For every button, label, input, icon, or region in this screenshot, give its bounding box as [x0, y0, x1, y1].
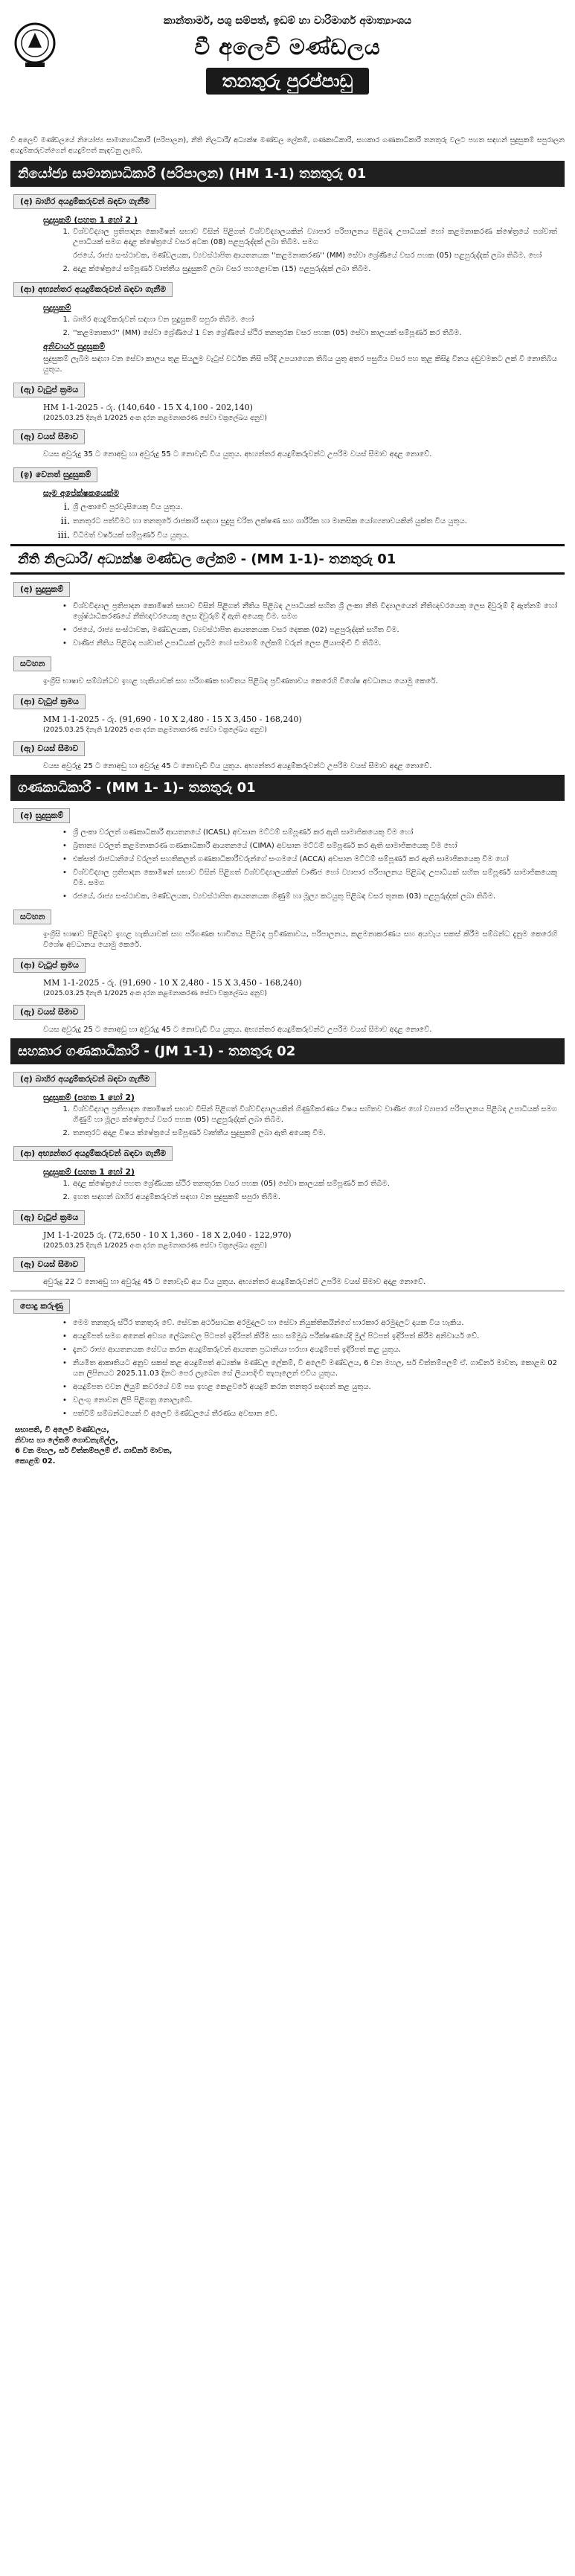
section-label: (ඈ) වයස් සීමාව — [13, 429, 85, 444]
general-title: පොදු කරුණු — [13, 1299, 70, 1314]
list-item: රජයේ, රාජ්‍ය සංස්ථාවක, මණ්ඩලයක, ව්‍යවස්ථාපිත ආයතනයක ''කළමනාකරණ'' (MM) සේවා ශ්‍රේණියේ වසර පහක (05) පළපුරුද්දක් ලබා තිබීම. හෝ — [73, 252, 542, 260]
list-item: • විශ්වවිද්‍යාල ප්‍රතිපාදන කොමිෂන් සභාව විසින් පිළිගත් විශ්වවිද්‍යාලයකින් වාණිජ හෝ ව්‍යාපාර පරිපාලනය පිළිබඳ උපාධියක් සහිත සම්පූර්ණ සාමාජිකයෙකු වීම. සමග — [62, 869, 557, 887]
list-item: • රජයේ, රාජ්‍ය සංස්ථාවක, මණ්ඩලයක, ව්‍යවස්ථාපිත ආයතනයක වසර දෙකක (02) පළපුරුද්දක් සහිත වීම. — [62, 626, 399, 634]
section-label: (ආ) වැටුප් ක්‍රමය — [13, 958, 86, 973]
section-title: නීති නිලධාරී/ අධ්‍යක්ෂ මණ්ඩල ලේකම් - (MM 1-1)- තනතුරු 01 — [10, 544, 565, 575]
section-title: සහකාර ගණකාධිකාරී - (JM 1-1) - තනතුරු 02 — [10, 1038, 565, 1064]
section-label: (ඇ) වැටුප් ක්‍රමය — [13, 383, 85, 397]
footer-line: නිවාස හා ලේකම් ගොඩනැගිල්ල, — [15, 1436, 118, 1445]
age-limit: අවුරුදු 22 ට නොඅඩු හා අවුරුදු 45 ට නොවැඩි අය විය යුතුය. අභ්‍යන්තර අයදුම්කරුවන්ට උපරිම වයස් සීමාව අදාළ නොවේ. — [43, 1278, 426, 1286]
list-item: • එක්සත් රාජධානියේ වරලත් සහතිකලත් ගණකාධිකාරීවරුන්ගේ සංගමයේ (ACCA) අවසාන මට්ටම් සම්පූර්ණ කර ඇති සාමාජිකයෙකු වීම හෝ — [62, 855, 509, 863]
section-label: (අ) බාහිර අයදුම්කරුවන් බඳවා ගැනීම — [13, 194, 156, 209]
list-item: ii. තනතුරට පත්වීමට හා තනතුරේ රාජකාරි සඳහා සුදුසු චරිත ලක්ෂණ සහ ශාරීරික හා මානසික යෝග්‍යතාවයකින් යුක්ත විය යුතුය. — [60, 516, 467, 527]
salary-note: (2025.03.25 දිනැති 1/2025 අංක දරන කළමනාකරණ සේවා චක්‍රලේඛය අනුව) — [43, 415, 267, 422]
list-item: 2. තනතුරට අදාළ විෂය ක්ෂේත්‍රයේ සම්පූර්ණ වෘත්තීය සුදුසුකම් ලබා ඇති අයෙකු වීම. — [62, 1129, 326, 1137]
list-item: i. ශ්‍රී ලංකාවේ පුරවැසියෙකු විය යුතුය. — [63, 502, 183, 513]
salary-scale: HM 1-1-2025 - රු. (140,640 - 15 X 4,100 - 202,140) — [43, 403, 253, 412]
list-item: • පත්වීම් සම්බන්ධයෙන් වී අලෙවි මණ්ඩලයේ තීරණය අවසාන වේ. — [62, 1410, 277, 1418]
list-item: • මෙම තනතුරු ස්ථිර තනතුරු වේ. සේවක අර්ථසාධක අරමුදලට හා සේවා නියුක්තිකයින්ගේ භාරකාර අරමුදලට දායක විය හැකිය. — [62, 1319, 464, 1327]
subheading: සුදුසුකම් (පහත 1 හෝ 2) — [43, 1093, 135, 1102]
footer-line: සභාපති, වී අලෙවි මණ්ඩලය, — [15, 1426, 109, 1434]
list-item: • අයදුම්පත එවන ලියුම් කවරයේ වම් පස ඉහළ කෙළවරේ අයදුම් කරන තනතුර සඳහන් කළ යුතුය. — [62, 1383, 371, 1391]
subheading: සුදුසුකම් (පහත 1 හෝ 2) — [43, 1167, 135, 1177]
list-item: 1. විශ්වවිද්‍යාල ප්‍රතිපාදන කොමිෂන් සභාව විසින් පිළිගත් විශ්වවිද්‍යාලයකින් ව්‍යාපාර පරිපාලනය පිළිබඳ උපාධියක් හෝ කළමනාකරණ ක්ෂේත්‍රයේ පශ්චාත් උපාධියක් සමග අදාළ ක්ෂේත්‍රයේ වසර අටක (08) පළපුරුද්දක් ලබා තිබීම. සමග — [62, 228, 557, 246]
note-label: සටහන — [13, 910, 51, 924]
section-legal-officer — [10, 578, 565, 772]
section-dgm-admin — [10, 190, 565, 541]
age-limit: වයස අවුරුදු 25 ට නොඅඩු හා අවුරුදු 45 ට නොවැඩි විය යුතුය. අභ්‍යන්තර අයදුම්කරුවන්ට උපරිම වයස් සීමාව අදාළ නොවේ. — [43, 1026, 432, 1034]
list-item: • ශ්‍රී ලංකා වරලත් ගණකාධිකාරී ආයතනයේ (ICASL) අවසාන මට්ටම් සම්පූර්ණ කර ඇති සාමාජිකයෙකු වීම හෝ — [62, 828, 414, 837]
header — [10, 15, 565, 132]
ministry-name: කාන්තාර්ම, පශු සම්පත්, ඉඩම් හා වාරිමාර්ග අමාත්‍යාංශය — [163, 15, 412, 27]
section-label: (ඈ) වයස් සීමාව — [13, 1257, 85, 1272]
list-item: 1. විශ්වවිද්‍යාල ප්‍රතිපාදන කොමිෂන් සභාව විසින් පිළිගත් විශ්වවිද්‍යාලයකින් ගිණුම්කරණය විෂය සහිතව වාණිජ හෝ ව්‍යාපාර පරිපාලනය පිළිබඳ උපාධියක් සමග ගිණුම් හා මූල්‍ය ක්ෂේත්‍රයේ වසර පහක (05) පළපුරුද්දක් ලබා තිබීම. — [62, 1105, 557, 1124]
list-item: • රජයේ, රාජ්‍ය සංස්ථාවක, මණ්ඩලයක, ව්‍යවස්ථාපිත ආයතනයක ගිණුම් හා මූල්‍ය කටයුතු පිළිබඳ වසර තුනක (03) පළපුරුද්දක් ලබා තිබීම. — [62, 892, 496, 901]
section-accountant — [10, 804, 565, 1035]
government-emblem-icon — [13, 21, 57, 68]
list-item: 1. බාහිර අයදුම්කරුවන් සඳහා වන සුදුසුකම් සපුරා තිබීම. හෝ — [62, 316, 254, 324]
section-title: නියෝජ්‍ය සාමාන්‍යාධිකාරී (පරිපාලන) (HM 1-1) තනතුරු 01 — [10, 161, 565, 187]
footer-line: කොළඹ 02. — [15, 1457, 56, 1466]
note-text: ඉංග්‍රීසි භාෂාව පිළිබඳව ඉහළ හැකියාවක් සහ පරිගණක භාවිතය පිළිබඳ ප්‍රවීණතාවය, පරිපාලනය, කළමනාකරණය සහ අයවැය සකස් කිරීම සම්බන්ධ දැනුම කෙරෙහි විශේෂ අවධානය යොමු කෙරේ. — [43, 930, 557, 949]
subheading: සුදුසුකම් — [43, 303, 71, 313]
list-item: 2. ඉහත සඳහන් බාහිර අයදුම්කරුවන් සඳහා වන සුදුසුකම් සපුරා තිබීම. — [62, 1193, 280, 1201]
intro-text: වී අලෙවි මණ්ඩලයේ නියෝජ්‍ය සාමාන්‍යාධිකාරී (පරිපාලන), නීති නිලධාරී/ අධ්‍යක්ෂ මණ්ඩල ලේකම්, ගණකාධිකාරී, සහකාර ගණකාධිකාරී තනතුරු වලට පහත සඳහන් සුදුසුකම් සපුරාලන අයදුම්කරුවන්ගෙන් අයදුම්පත් කැඳවනු ලැබේ. — [10, 136, 565, 155]
paragraph: සුදුසුකම් ලැබීම සඳහා වන සේවා කාලය තුළ සියලුම වැටුප් වර්ධක නිසි පරිදි උපයාගෙන තිබිය යුතු අතර පසුගිය වසර පහ තුළ කිසිදු විනය දඬුවමකට ලක් වී නොතිබිය යුතුය. — [43, 355, 557, 374]
list-item: • විශ්වවිද්‍යාල ප්‍රතිපාදන කොමිෂන් සභාව විසින් පිළිගත් නීතිය පිළිබඳ උපාධියක් සහිත ශ්‍රී ලංකා නීති විද්‍යාලයෙන් නීතිඥවරයෙකු ලෙස දිවුරුම් දී ඇත්නම් හෝ ශ්‍රේෂ්ඨාධිකරණයේ නීතිඥවරයෙකු ලෙස දිවුරුම් දී ඇති අයෙකු වීම. සමග — [62, 602, 557, 621]
list-item: 1. අදාළ ක්ෂේත්‍රයේ පහත ශ්‍රේණියක ස්ථිර තනතුරක වසර පහක (05) සේවා කාලයක් සම්පූර්ණ කර තිබීම. — [62, 1180, 390, 1188]
subheading: සෑම අපේක්ෂකයෙක්ම — [43, 488, 119, 498]
list-item: • වාණිජ නීතිය පිළිබඳ පශ්චාත් උපාධියක් ලැබීම හෝ සමාගම් ලේකම් වරුන් ලෙස ලියාපදිංචි වී තිබීම. — [62, 639, 382, 648]
footer-address — [15, 1425, 565, 1467]
age-limit: වයස අවුරුදු 35 ට නොඅඩු හා අවුරුදු 55 ට නොවැඩි විය යුතුය. අභ්‍යන්තර අයදුම්කරුවන්ට උපරිම වයස් සීමාව අදාළ නොවේ. — [43, 450, 432, 458]
salary-note: (2025.03.25 දිනැති 1/2025 අංක දරන කළමනාකරණ සේවා චක්‍රලේඛය අනුව) — [43, 1242, 267, 1250]
list-item: • නියමිත ආකෘතියට අනුව සකස් කළ අයදුම්පත් අධ්‍යක්ෂ මණ්ඩල ලේකම්, වී අලෙවි මණ්ඩලය, 6 වන මහල, සර් චිත්තම්පලම් ඒ. ගාඩිනර් මාවත, කොළඹ 02 යන ලිපිනයට 2025.11.03 දිනට පෙර ලැබෙන සේ ලියාපදිංචි තැපෑලෙන් එවිය යුතුය. — [62, 1359, 557, 1378]
section-label: (ඇ) වයස් සීමාව — [13, 741, 85, 756]
list-item: • අයදුම්පත් සමග අනෙක් අවශ්‍ය ලේඛනවල පිටපත් ඉදිරිපත් කිරීම සහ සම්මුඛ පරීක්ෂණයේදී මුල් පිටපත් ඉදිරිපත් කිරීම අනිවාර්ය වේ. — [62, 1332, 480, 1340]
advertisement-page — [10, 7, 565, 2568]
section-label: (ආ) අභ්‍යන්තර අයදුම්කරුවන් බඳවා ගැනීම — [13, 1146, 173, 1161]
salary-note: (2025.03.25 දිනැති 1/2025 අංක දරන කළමනාකරණ සේවා චක්‍රලේඛය අනුව) — [43, 726, 267, 734]
section-label: (ඇ) වයස් සීමාව — [13, 1005, 85, 1020]
list-item: • බ්‍රිතාන්‍ය වරලත් කළමනාකරණ ගණකාධිකාරී ආයතනයේ (CIMA) අවසාන මට්ටම් සම්පූර්ණ කර ඇති සාමාජිකයෙකු වීම හෝ — [62, 842, 457, 850]
list-item: iii. විධිමත් වර්ෂයක් සම්පූර්ණ විය යුතුය. — [57, 530, 190, 541]
subheading: සුදුසුකම් (පහත 1 හෝ 2 ) — [43, 215, 138, 225]
section-label: (ආ) වැටුප් ක්‍රමය — [13, 694, 86, 709]
section-label: (ඇ) වැටුප් ක්‍රමය — [13, 1210, 85, 1225]
salary-scale: MM 1-1-2025 - රු. (91,690 - 10 X 2,480 - 15 X 3,450 - 168,240) — [43, 978, 302, 988]
section-label: (අ) බාහිර අයදුම්කරුවන් බඳවා ගැනීම — [13, 1072, 156, 1087]
salary-scale: JM 1-1-2025 රු. (72,650 - 10 X 1,360 - 18 X 2,040 - 122,970) — [43, 1230, 292, 1240]
note-label: සටහන — [13, 656, 51, 671]
subheading: අනිවාර්ය සුදුසුකම් — [43, 342, 106, 351]
vacancies-title: තනතුරු පුරප්පාඩු — [206, 68, 370, 95]
section-label: (ඉ) වෙනත් සුදුසුකම් — [13, 467, 97, 482]
age-limit: වයස අවුරුදු 25 ට නොඅඩු හා අවුරුදු 45 ට නොවැඩි විය යුතුය. අභ්‍යන්තර අයදුම්කරුවන්ට උපරිම වයස් සීමාව අදාළ නොවේ. — [43, 762, 432, 770]
section-label: (අ) සුදුසුකම් — [13, 582, 70, 597]
section-assistant-accountant — [10, 1067, 565, 1288]
list-item: 2. අදාළ ක්ෂේත්‍රයේ සම්පූර්ණ වෘත්තීය සුදුසුකම් ලබා වසර පහළොවක (15) පළපුරුද්දක් ලබා තිබීම. — [62, 265, 371, 273]
general-section — [10, 1294, 565, 1419]
list-item: • වලංගු නොවන ලිපි පිළිගනු නොලැබේ. — [62, 1396, 193, 1404]
section-title: ගණකාධිකාරී - (MM 1- 1)- තනතුරු 01 — [10, 775, 565, 801]
list-item: • දැනට රාජ්‍ය ආයතනයක සේවය කරන අයදුම්කරුවන් ආයතන ප්‍රධානියා හරහා අයදුම්පත් ඉදිරිපත් කළ යුතුය. — [62, 1346, 402, 1354]
footer-line: 6 වන මහල, සර් චිත්තම්පලම් ඒ. ගාඩිනර් මාවත, — [15, 1447, 173, 1455]
salary-scale: MM 1-1-2025 - රු. (91,690 - 10 X 2,480 - 15 X 3,450 - 168,240) — [43, 715, 302, 724]
board-name: වී අලෙවි මණ්ඩලය — [194, 34, 381, 60]
list-item: 2. ''කළමනාකාර'' (MM) සේවා ශ්‍රේණියේ 1 වන ශ්‍රේණියේ ස්ථිර තනතුරක වසර පහක (05) සේවා කාලයක් සම්පූර්ණ කර තිබීම. — [62, 329, 462, 337]
note-text: ඉංග්‍රීසි භාෂාව සම්බන්ධව ඉහළ හැකියාවක් සහ පරිගණක භාවිතය පිළිබඳ ප්‍රවීණතාවය කෙරෙහි විශේෂ අවධානය යොමු කෙරේ. — [43, 677, 438, 685]
section-label: (අ) සුදුසුකම් — [13, 808, 70, 823]
salary-note: (2025.03.25 දිනැති 1/2025 අංක දරන කළමනාකරණ සේවා චක්‍රලේඛය අනුව) — [43, 990, 267, 997]
section-label: (ආ) අභ්‍යන්තර අයදුම්කරුවන් බඳවා ගැනීම — [13, 282, 173, 297]
